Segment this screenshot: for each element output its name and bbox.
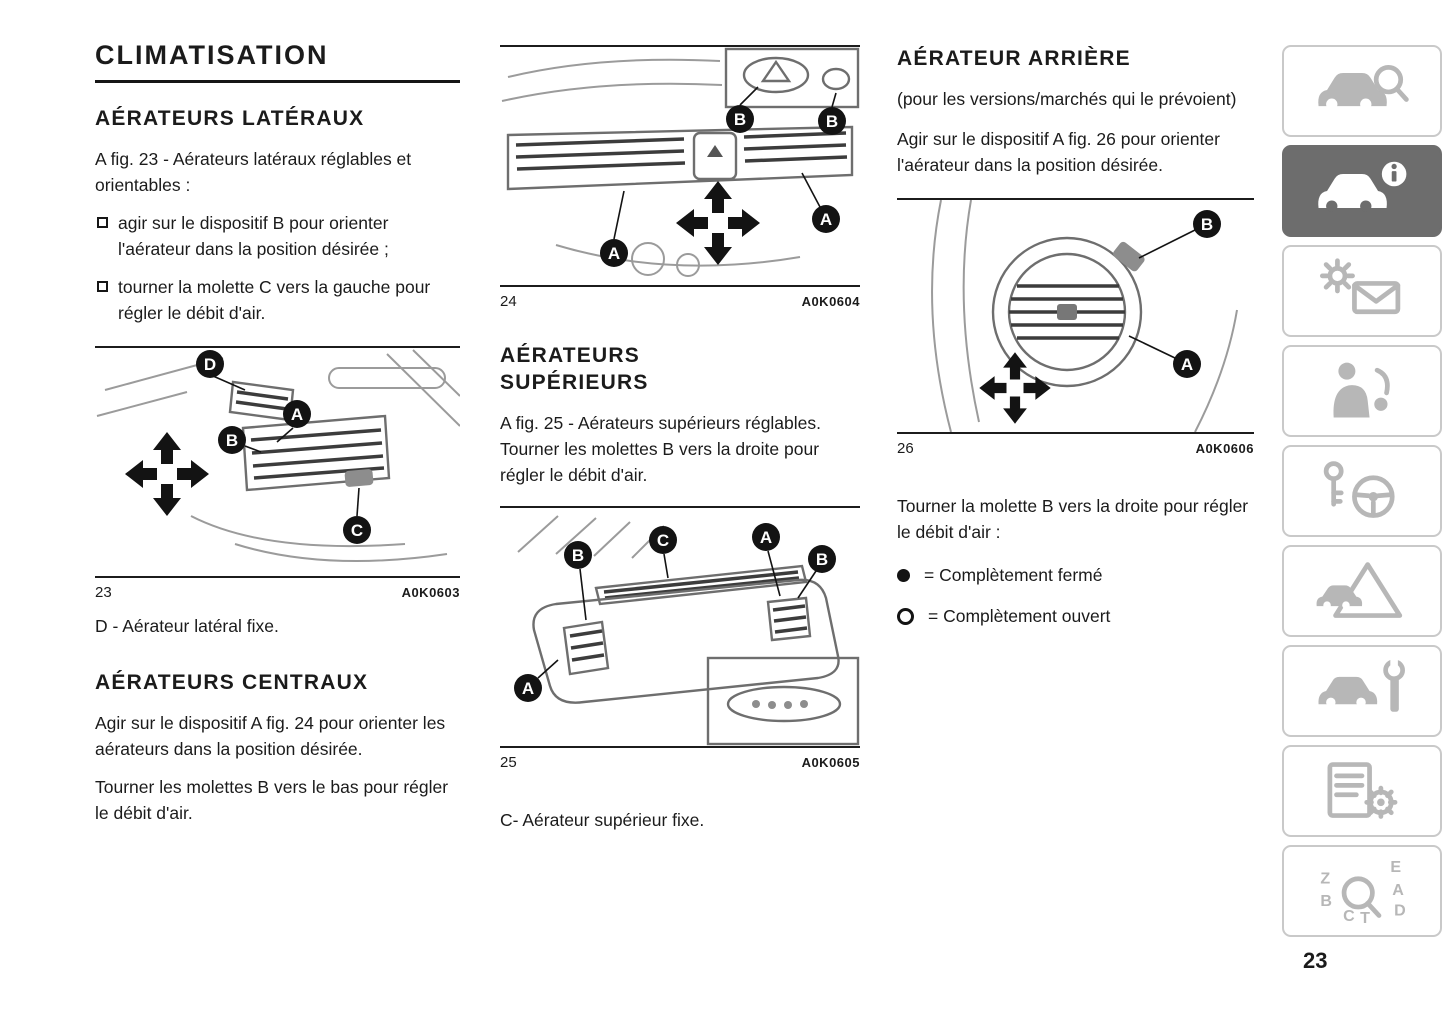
square-bullet-icon (97, 281, 108, 292)
svg-text:A: A (290, 405, 304, 424)
fig25-label-a2 (514, 674, 542, 702)
svg-text:Z: Z (1320, 869, 1331, 888)
fig25-label-a1 (752, 523, 780, 551)
fig25-label-b1 (564, 541, 592, 569)
car-search-icon-tab (1282, 45, 1442, 137)
rear-vent-illustration (897, 200, 1254, 432)
lateral-intro: A fig. 23 - Aérateurs latéraux réglables et orientables : (95, 149, 412, 195)
fig23-label-a (283, 400, 311, 428)
car-search-icon (1313, 57, 1411, 125)
car-wrench-icon-tab (1282, 645, 1442, 737)
figure-26-frame (897, 198, 1254, 434)
svg-text:B: B (733, 110, 747, 129)
figure-23-caption (95, 584, 460, 601)
car-info-icon-tab-active (1282, 145, 1442, 237)
svg-text:T: T (1360, 909, 1370, 925)
figure-number: 24 (500, 293, 517, 310)
svg-text:A: A (607, 244, 621, 263)
figure-25 (500, 506, 860, 771)
airbag-seatbelt-icon (1313, 357, 1411, 425)
fig23-note: D - Aérateur latéral fixe. (95, 616, 279, 636)
key-steering-icon (1313, 457, 1411, 525)
bullet-text: tourner la molette C vers la gauche pour régler le débit d'air. (118, 277, 431, 323)
fig23-label-c (343, 516, 371, 544)
svg-text:B: B (815, 550, 829, 569)
warning-triangle-car-icon-tab (1282, 545, 1442, 637)
bullet-item (97, 210, 460, 262)
central-para-1: Agir sur le dispositif A fig. 24 pour orienter les aérateurs dans la position désirée. (95, 713, 446, 759)
rear-para-2: Tourner la molette B vers la droite pour régler le débit d'air : (897, 496, 1249, 542)
central-para-2: Tourner les molettes B vers le bas pour régler le débit d'air. (95, 777, 449, 823)
svg-text:B: B (825, 112, 839, 131)
fig23-label-d (196, 350, 224, 378)
figure-code: A0K0603 (401, 585, 460, 600)
svg-text:A: A (819, 210, 833, 229)
central-vents-illustration (500, 47, 860, 285)
fig25-label-c (649, 526, 677, 554)
alphabetical-index-icon-tab (1282, 845, 1442, 937)
fig26-label-a (1173, 350, 1201, 378)
bullet-text: agir sur le dispositif B pour orienter l'aérateur dans la position désirée ; (118, 213, 389, 259)
svg-text:E: E (1390, 858, 1402, 877)
svg-text:A: A (759, 528, 773, 547)
fig23-label-b (218, 426, 246, 454)
fig25-label-b2 (808, 545, 836, 573)
direction-arrows-icon (125, 432, 209, 516)
figure-24-frame (500, 45, 860, 287)
legend-item-closed (897, 565, 1254, 586)
sun-envelope-icon-tab (1282, 245, 1442, 337)
rear-subheading: (pour les versions/marchés qui le prévoient) (897, 89, 1237, 109)
svg-text:D: D (203, 355, 217, 374)
figure-code: A0K0604 (801, 294, 860, 309)
airbag-seatbelt-icon-tab (1282, 345, 1442, 437)
open-circle-icon (897, 608, 914, 625)
upper-vents-illustration (500, 508, 860, 746)
legend-item-open (897, 606, 1254, 627)
fig25-note: C- Aérateur supérieur fixe. (500, 810, 705, 830)
figure-24-caption (500, 293, 860, 310)
document-gear-icon-tab (1282, 745, 1442, 837)
fig24-label-b1 (726, 105, 754, 133)
left-column (95, 40, 460, 826)
middle-column (500, 45, 860, 833)
figure-25-frame (500, 506, 860, 748)
heading-aerateurs-lateraux: AÉRATEURS LATÉRAUX (95, 107, 365, 130)
fig24-label-b2 (818, 107, 846, 135)
chapter-tab-sidebar (1279, 45, 1445, 945)
svg-text:B: B (1320, 892, 1333, 911)
figure-number: 26 (897, 440, 914, 457)
figure-number: 23 (95, 584, 112, 601)
figure-number: 25 (500, 754, 517, 771)
sun-envelope-icon (1313, 257, 1411, 325)
fig26-label-b (1193, 210, 1221, 238)
warning-triangle-car-icon (1313, 557, 1411, 625)
figure-26 (897, 198, 1254, 457)
right-column (897, 45, 1254, 627)
car-info-icon (1313, 157, 1411, 225)
svg-text:A: A (521, 679, 535, 698)
svg-text:A: A (1392, 880, 1404, 899)
figure-23-frame (95, 346, 460, 578)
figure-code: A0K0606 (1195, 441, 1254, 456)
figure-23 (95, 346, 460, 601)
heading-aerateurs-superieurs: AÉRATEURS SUPÉRIEURS (500, 344, 649, 394)
svg-text:D: D (1394, 901, 1406, 920)
upper-para: A fig. 25 - Aérateurs supérieurs réglables. Tourner les molettes B vers la droite pour régler le débit d'air. (500, 413, 822, 485)
square-bullet-icon (97, 217, 108, 228)
svg-text:A: A (1180, 355, 1194, 374)
heading-aerateurs-centraux: AÉRATEURS CENTRAUX (95, 671, 369, 694)
document-gear-icon (1313, 757, 1411, 825)
svg-text:B: B (225, 431, 239, 450)
svg-text:B: B (1200, 215, 1214, 234)
page-title: CLIMATISATION (95, 40, 460, 83)
figure-code: A0K0605 (801, 755, 860, 770)
heading-aerateur-arriere: AÉRATEUR ARRIÈRE (897, 47, 1131, 70)
car-wrench-icon (1313, 657, 1411, 725)
alphabetical-index-icon (1313, 857, 1411, 925)
side-vent-illustration (95, 348, 460, 576)
filled-circle-icon (897, 569, 910, 582)
figure-24 (500, 45, 860, 310)
bullet-item (97, 274, 460, 326)
legend-text: = Complètement fermé (924, 565, 1103, 585)
page-number: 23 (1303, 948, 1328, 973)
fig24-label-a1 (600, 239, 628, 267)
svg-text:C: C (350, 521, 364, 540)
direction-arrows-icon (676, 181, 760, 265)
rear-para-1: Agir sur le dispositif A fig. 26 pour orienter l'aérateur dans la position désirée. (897, 129, 1220, 175)
svg-text:C: C (656, 531, 670, 550)
svg-text:B: B (571, 546, 585, 565)
figure-26-caption (897, 440, 1254, 457)
figure-25-caption (500, 754, 860, 771)
fig24-label-a2 (812, 205, 840, 233)
svg-text:C: C (1343, 907, 1355, 925)
key-steering-icon-tab (1282, 445, 1442, 537)
legend-text: = Complètement ouvert (928, 606, 1111, 626)
